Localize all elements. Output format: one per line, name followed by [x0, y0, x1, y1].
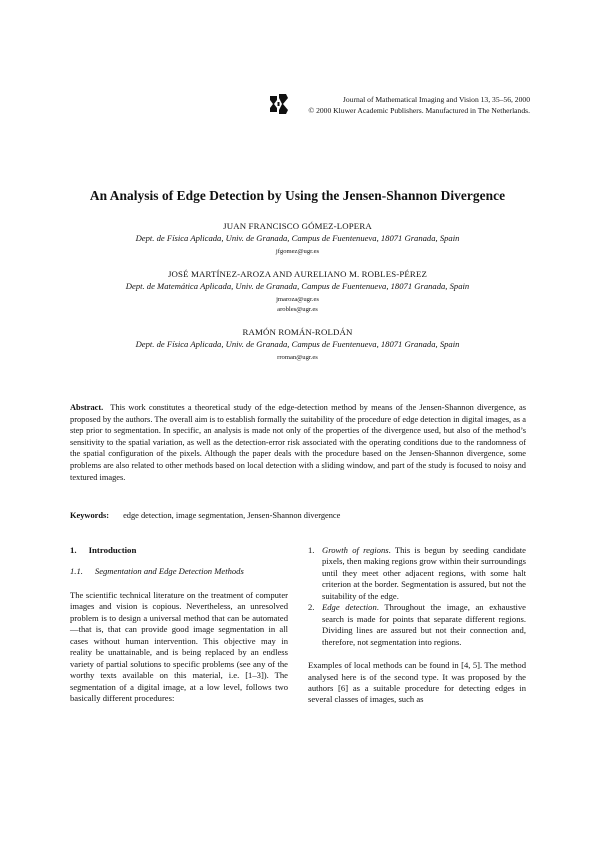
- list-item: [308, 545, 526, 602]
- list-item-number: 1.: [308, 545, 315, 555]
- subsection-title: Segmentation and Edge Detection Methods: [94, 566, 244, 577]
- list-item-title: Edge detection: [322, 602, 377, 613]
- subsection-heading: [70, 566, 288, 577]
- author-name: JUAN FRANCISCO GÓMEZ-LOPERA: [223, 221, 372, 231]
- procedure-list: [308, 545, 526, 648]
- abstract-label: Abstract.: [70, 403, 104, 412]
- author-affiliation: Dept. de Física Aplicada, Univ. de Granada, Campus de Fuentenueva, 18071 Granada, Spain: [135, 339, 460, 349]
- author-email[interactable]: arobles@ugr.es: [277, 306, 318, 313]
- section-title: Introduction: [88, 545, 137, 555]
- author-name: RAMÓN ROMÁN-ROLDÁN: [242, 327, 353, 337]
- body-paragraph: Examples of local methods can be found in [4, 5]. The method analysed here is of the second type. It was proposed by the authors [6] as a suitable procedure for detecting edges in several classes of images, such as: [308, 660, 526, 705]
- list-item-text: . Throughout the image, an exhaustive search is made for points that separate different regions. Dividing lines are assured but not their connection and, therefore, not segmentation into regions.: [322, 602, 526, 647]
- section-number: 1.: [70, 545, 77, 555]
- keywords-label: Keywords:: [70, 511, 110, 520]
- abstract-text: This work constitutes a theoretical study of the edge-detection method by means of the Jensen-Shannon divergence, as proposed by the authors. The overall aim is to establish formally the suitability of the procedure of edge detection in digital images, as a step prior to segmentation. In specific, an analysis is made not only of the properties of the divergence used, but also of the method’s sensitivity to the spatial variation, as well as the detection-error risk associated with the operating conditions due to the randomness of the spatial configuration of the pixels. Although the paper deals with the procedure based on the Jensen-Shannon divergence, some problems are also related to other methods based on local detection with a sliding window, and part of the study is focused to noisy and textured images.: [70, 403, 526, 482]
- right-column: [308, 545, 526, 706]
- list-item: [308, 602, 526, 648]
- list-item-title: Growth of regions: [322, 545, 389, 555]
- author-email[interactable]: jmaroza@ugr.es: [276, 296, 319, 303]
- list-item-text: . This is begun by seeding candidate pixels, then making regions grow within their surroundings until they meet other adjacent regions, with some halt criterion at the border. Segmentation is assured, but not the suitability of the edge.: [322, 545, 526, 601]
- subsection-number: 1.1.: [70, 566, 83, 577]
- author-affiliation: Dept. de Matemática Aplicada, Univ. de Granada, Campus de Fuentenueva, 18071 Granada, Spain: [125, 281, 470, 291]
- abstract: [70, 402, 526, 483]
- author-email[interactable]: jfgomez@ugr.es: [275, 248, 320, 255]
- list-item-number: 2.: [308, 602, 315, 613]
- author-block-2: [40, 268, 555, 315]
- journal-line: Journal of Mathematical Imaging and Vision 13, 35–56, 2000: [342, 95, 530, 104]
- kluwer-logo-icon: [268, 93, 290, 115]
- copyright-line: © 2000 Kluwer Academic Publishers. Manufactured in The Netherlands.: [308, 105, 530, 115]
- author-affiliation: Dept. de Física Aplicada, Univ. de Granada, Campus de Fuentenueva, 18071 Granada, Spain: [135, 233, 460, 243]
- authors-section: [40, 220, 555, 374]
- paper-title: An Analysis of Edge Detection by Using the Jensen-Shannon Divergence: [89, 188, 506, 203]
- author-email[interactable]: rroman@ugr.es: [277, 354, 318, 361]
- keywords: [70, 510, 526, 522]
- author-block-1: [40, 220, 555, 257]
- keywords-text: edge detection, image segmentation, Jensen-Shannon divergence: [123, 511, 341, 520]
- section-heading: [70, 545, 288, 556]
- author-name: JOSÉ MARTÍNEZ-AROZA AND AURELIANO M. ROBLES-PÉREZ: [167, 269, 427, 279]
- author-block-3: [40, 326, 555, 363]
- body-paragraph: The scientific technical literature on the treatment of computer images and vision is copious. Nevertheless, an unresolved problem is to design a universal method that can be automated—that is, that can provide good image segmentation in all cases without human intervention. This objective may in reality be unattainable, and is being replaced by an endless variety of partial solutions to specific problems (see any of the worthy texts available on this material, i.e. [1–3]). The segmentation of a digital image, at a low level, follows two basically different procedures:: [70, 589, 288, 703]
- left-column: [70, 545, 288, 704]
